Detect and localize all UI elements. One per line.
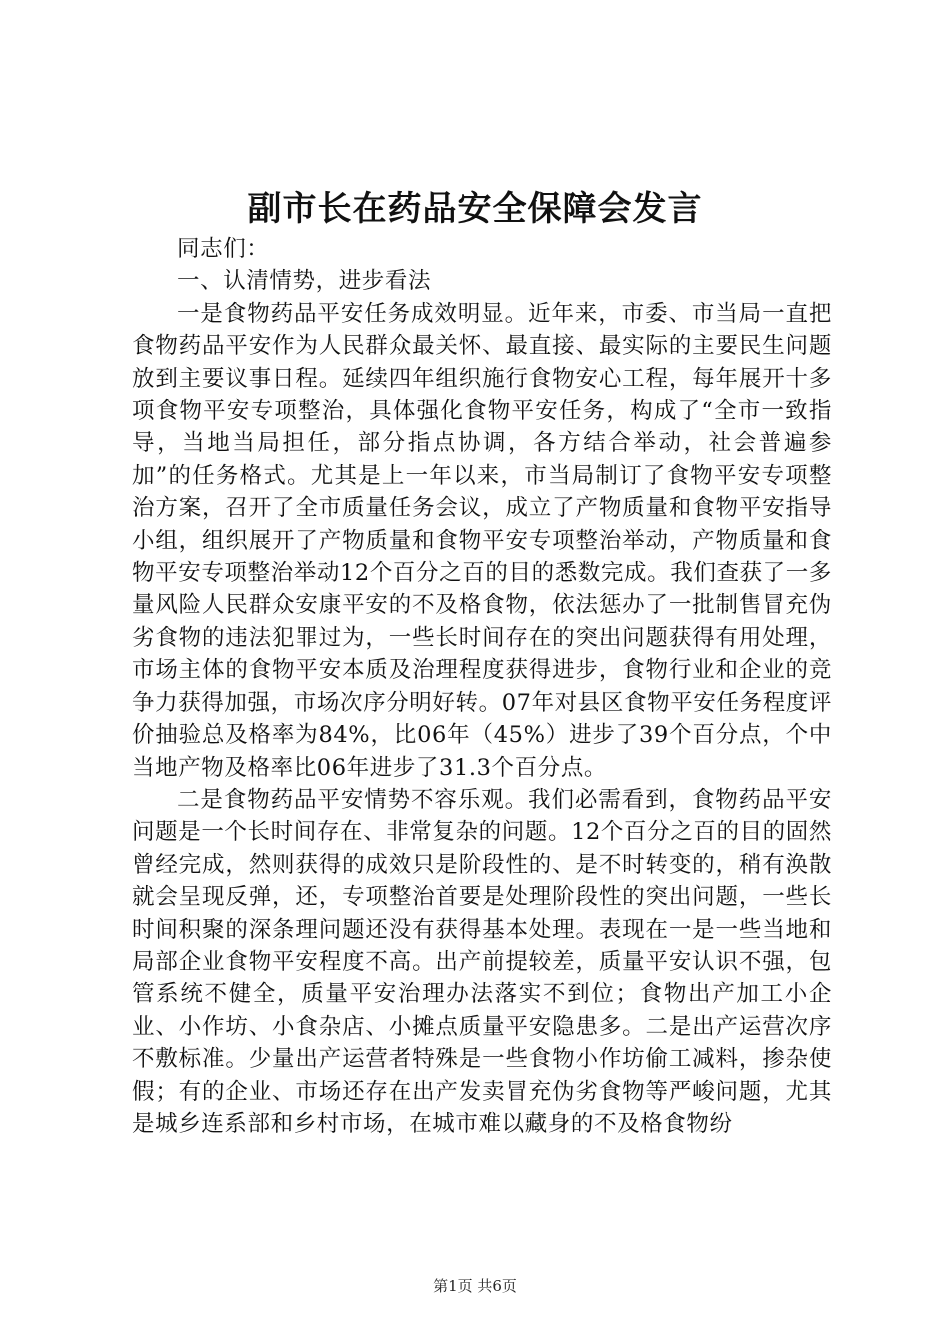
document-title: 副市长在药品安全保障会发言 — [247, 189, 703, 229]
body-paragraph: 二是食物药品平安情势不容乐观。我们必需看到，食物药品平安问题是一个长时间存在、非常复杂的问题。12个百分之百的目的固然曾经完成，然则获得的成效只是阶段性的、是不时转变的，稍有涣散就会呈现反弹，还，专项整治首要是处理阶段性的突出问题，一些长时间积聚的深条理问题还没有获得基本处理。表现在一是一些当地和局部企业食物平安程度不高。出产前提较差，质量平安认识不强，包管系统不健全，质量平安治理办法落实不到位；食物出产加工小企业、小作坊、小食杂店、小摊点质量平安隐患多。二是出产运营次序不敷标准。少量出产运营者特殊是一些食物小作坊偷工减料，掺杂使假；有的企业、市场还存在出产发卖冒充伪劣食物等严峻问题，尤其是城乡连系部和乡村市场，在城市难以藏身的不及格食物纷 — [132, 786, 832, 1137]
section-heading: 一、认清情势，进步看法 — [177, 268, 432, 295]
page-number-footer: 第1页 共6页 — [433, 1277, 517, 1295]
document-body — [132, 233, 832, 1140]
body-paragraph: 一是食物药品平安任务成效明显。近年来，市委、市当局一直把食物药品平安作为人民群众最关怀、最直接、最实际的主要民生问题放到主要议事日程。延续四年组织施行食物安心工程，每年展开十多项食物平安专项整治，具体强化食物平安任务，构成了“全市一致指导，当地当局担任，部分指点协调，各方结合举动，社会普遍参加”的任务格式。尤其是上一年以来，市当局制订了食物平安专项整治方案，召开了全市质量任务会议，成立了产物质量和食物平安指导小组，组织展开了产物质量和食物平安专项整治举动，产物质量和食物平安专项整治举动12个百分之百的目的悉数完成。我们查获了一多量风险人民群众安康平安的不及格食物，依法惩办了一批制售冒充伪劣食物的违法犯罪过为，一些长时间存在的突出问题获得有用处理，市场主体的食物平安本质及治理程度获得进步，食物行业和企业的竞争力获得加强，市场次序分明好转。07年对县区食物平安任务程度评价抽验总及格率为84%，比06年（45%）进步了39个百分点，个中当地产物及格率比06年进步了31.3个百分点。 — [132, 300, 832, 781]
salutation-paragraph: 同志们： — [177, 236, 270, 262]
